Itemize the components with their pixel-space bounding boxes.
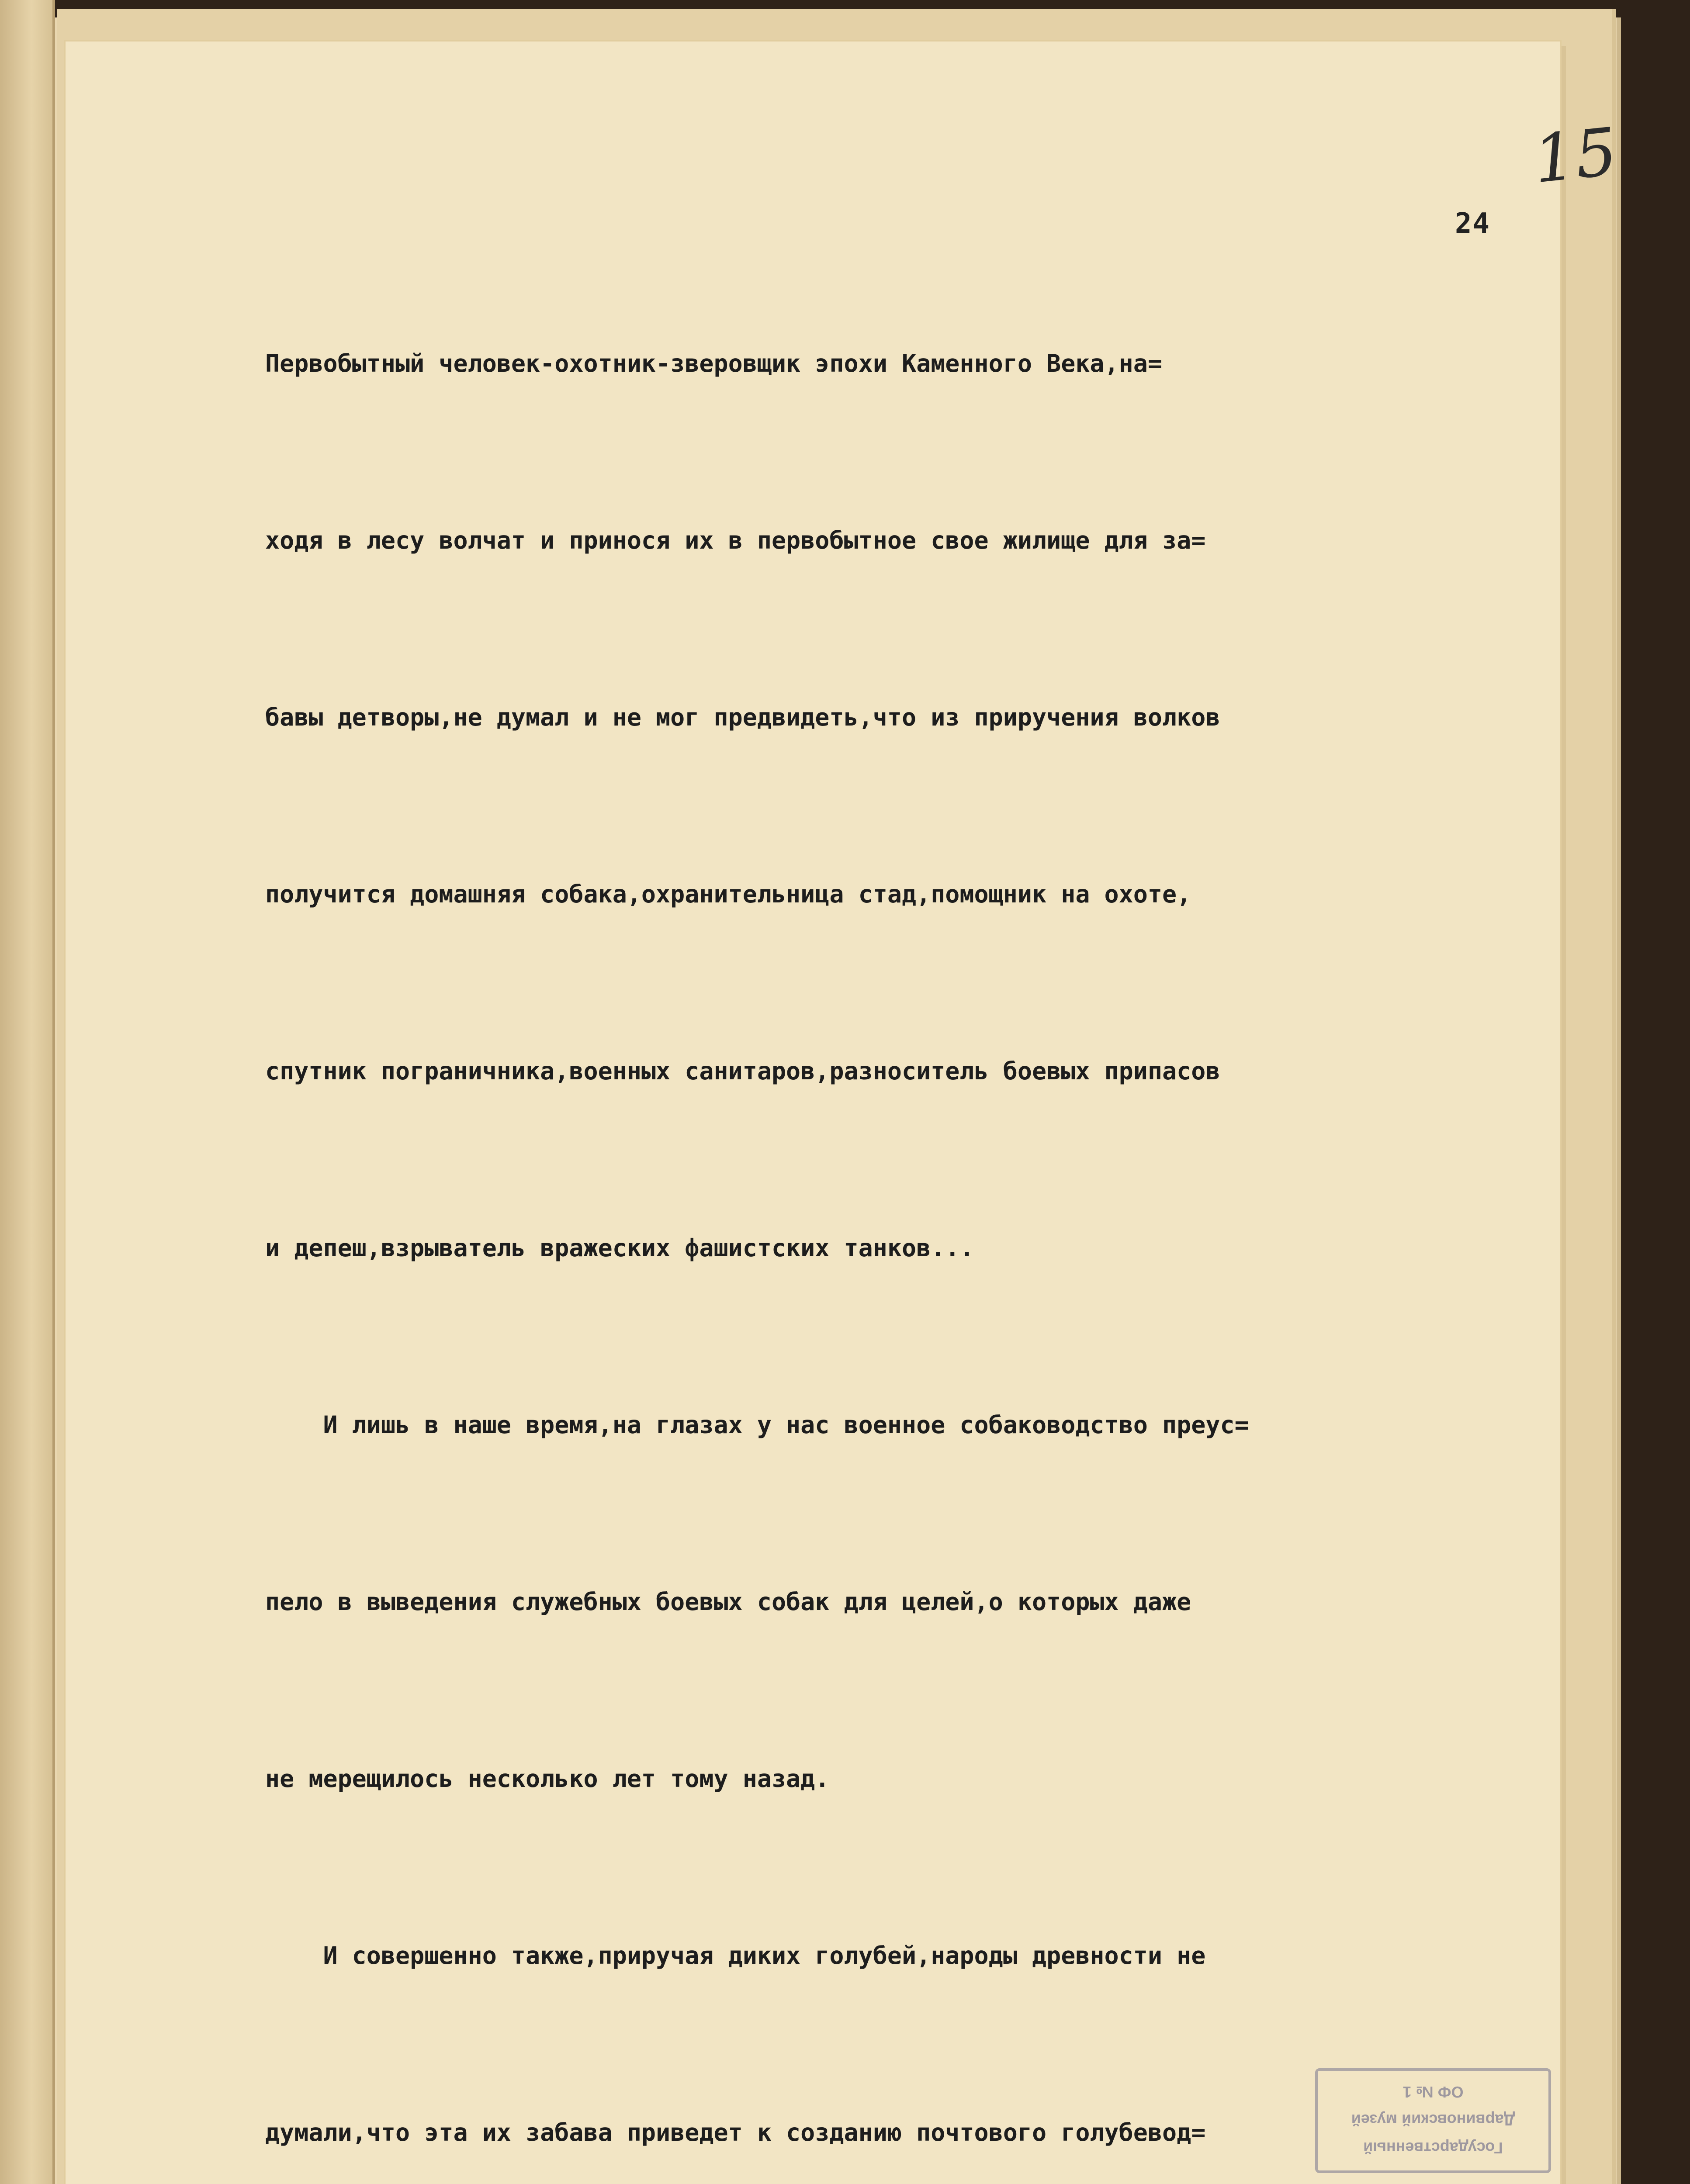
text-line: Первобытный человек-охотник-зверовщик эпохи Каменного Века,на= (265, 349, 1162, 377)
text-line: И совершенно также,приручая диких голубей,народы древности не (265, 1942, 1206, 1970)
text-line: пело в выведения служебных боевых собак для целей,о которых даже (265, 1588, 1191, 1616)
text-line: и депеш,взрыватель вражеских фашистских танков... (265, 1234, 974, 1262)
handwritten-folio-number: 15 (1530, 114, 1621, 198)
page-number: 24 (1455, 207, 1491, 240)
binding-edge (0, 0, 55, 2184)
text-line: ходя в лесу волчат и принося их в первобытное свое жилище для за= (265, 526, 1206, 554)
stamp-line-1: Государственный (1363, 2139, 1503, 2157)
text-line: И лишь в наше время,на глазах у нас военное собаководство преус= (265, 1411, 1249, 1439)
text-line: не мерещилось несколько лет тому назад. (265, 1765, 830, 1793)
text-line: бавы детворы,не думал и не мог предвидеть,что из приручения волков (265, 703, 1220, 731)
text-line: думали,что эта их забава приведет к созданию почтового голубевод= (265, 2118, 1206, 2146)
stamp-line-3: ОФ № 1 (1403, 2083, 1464, 2101)
text-line: спутник пограничника,военных санитаров,разноситель боевых припасов (265, 1057, 1220, 1085)
stamp-line-2: Дарвиновский музей (1351, 2111, 1515, 2129)
text-line: получится домашняя собака,охранительница стад,помощник на охоте, (265, 880, 1191, 908)
document-body (265, 216, 1567, 2184)
